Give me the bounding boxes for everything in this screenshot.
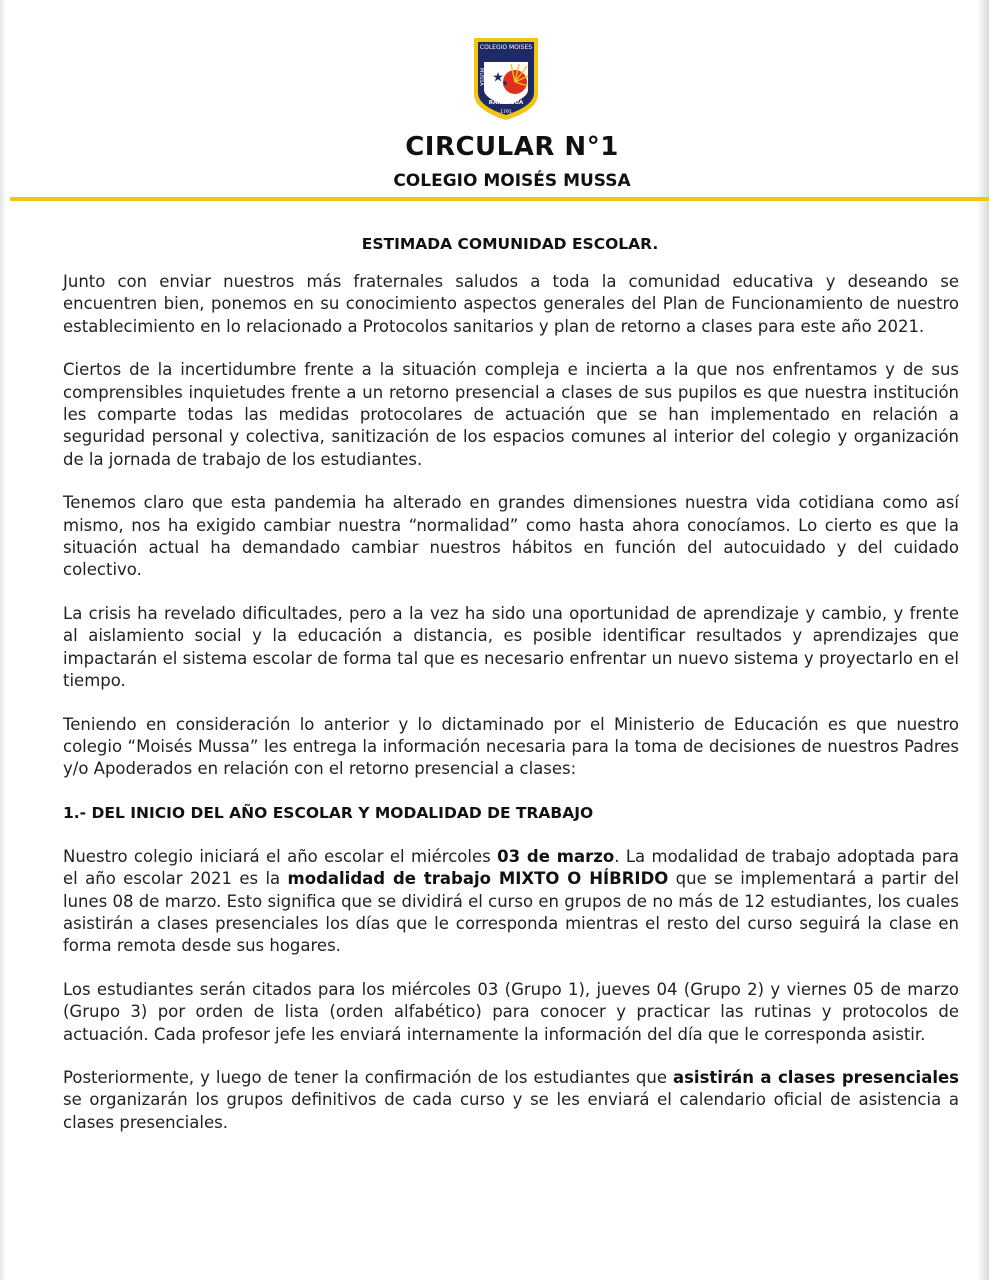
text-run: que se implementará a partir del lunes 08 de marzo. Esto significa que se dividirá el curso en grupos de no más de 12 estudiantes, los cuales asistirán a clases presenciales los días que le corresponda mientras el resto del curso seguirá la clase en forma remota desde sus hogares. <box>63 869 959 956</box>
logo-year: 1791 <box>500 110 512 115</box>
bold-text-run: asistirán a clases presenciales <box>672 1067 960 1087</box>
paragraph: Ciertos de la incertidumbre frente a la situación compleja e incierta a la que nos enfrentamos y de sus comprensibles inquietudes frente a un retorno presencial a clases de sus pupilos es que nuestra institución les comparte todas las medidas protocolares de actuación que se han implementado en relación a seguridad personal y colectiva, sanitización de los espacios comunes al interior del colegio y organización de la jornada de trabajo de los estudiantes. <box>63 360 959 469</box>
logo-bottom-text: RANCAGUA <box>488 100 524 106</box>
paragraph: Teniendo en consideración lo anterior y lo dictaminado por el Ministerio de Educación es que nuestro colegio “Moisés Mussa” les entrega la información necesaria para la toma de decisiones de nuestros Padres y/o Apoderados en relación con el retorno presencial a clases: <box>63 714 959 779</box>
paragraph: La crisis ha revelado dificultades, pero a la vez ha sido una oportunidad de aprendizaje y cambio, y frente al aislamiento social y la educación a distancia, es posible identificar resultados y aprendizajes que impactarán el sistema escolar de forma tal que es necesario enfrentar un nuevo sistema y proyectarlo en el tiempo. <box>63 603 959 691</box>
section-heading: 1.- DEL INICIO DEL AÑO ESCOLAR Y MODALIDAD DE TRABAJO <box>63 803 594 822</box>
text-run: Nuestro colegio iniciará el año escolar el miércoles <box>63 846 498 866</box>
text-run: se organizarán los grupos definitivos de cada curso y se les enviará el calendario oficial de asistencia a clases presenciales. <box>63 1090 959 1132</box>
greeting: ESTIMADA COMUNIDAD ESCOLAR. <box>361 235 659 253</box>
bold-text-run: modalidad de trabajo MIXTO O HÍBRIDO <box>287 869 669 889</box>
text-run: . La modalidad de trabajo adoptada para el año escolar 2021 es la <box>63 846 959 889</box>
header-divider <box>10 197 989 201</box>
page-edge-shadow-right <box>977 0 989 1280</box>
section-paragraph <box>63 1067 959 1134</box>
section-paragraph: Los estudiantes serán citados para los miércoles 03 (Grupo 1), jueves 04 (Grupo 2) y viernes 05 de marzo (Grupo 3) por orden de lista (orden alfabético) para conocer y practicar las rutinas y protocolos de actuación. Cada profesor jefe les enviará internamente la información del día que le corresponda asistir. <box>63 979 959 1044</box>
logo-side-text: MUSSA <box>478 68 484 86</box>
document-subtitle: COLEGIO MOISÉS MUSSA <box>393 171 631 191</box>
letter-body <box>63 271 959 1155</box>
logo-top-text: COLEGIO MOISES <box>479 44 533 51</box>
section-paragraph <box>63 846 959 958</box>
page-edge-shadow-left <box>0 0 6 1280</box>
paragraph: Tenemos claro que esta pandemia ha alterado en grandes dimensiones nuestra vida cotidiana como así mismo, nos ha exigido cambiar nuestra “normalidad” como hasta ahora conocíamos. Lo cierto es que la situación actual ha demandado cambiar nuestros hábitos en función del autocuidado y del cuidado colectivo. <box>63 493 959 580</box>
school-crest-logo <box>471 36 541 122</box>
bold-text-run: 03 de marzo <box>497 846 615 866</box>
document-title: CIRCULAR N°1 <box>405 132 619 162</box>
paragraph: Junto con enviar nuestros más fraternales saludos a toda la comunidad educativa y deseando se encuentren bien, ponemos en su conocimiento aspectos generales del Plan de Funcionamiento de nuestro establecimiento en lo relacionado a Protocolos sanitarios y plan de retorno a clases para este año 2021. <box>63 272 959 336</box>
text-run: Posteriormente, y luego de tener la confirmación de los estudiantes que <box>63 1067 673 1087</box>
